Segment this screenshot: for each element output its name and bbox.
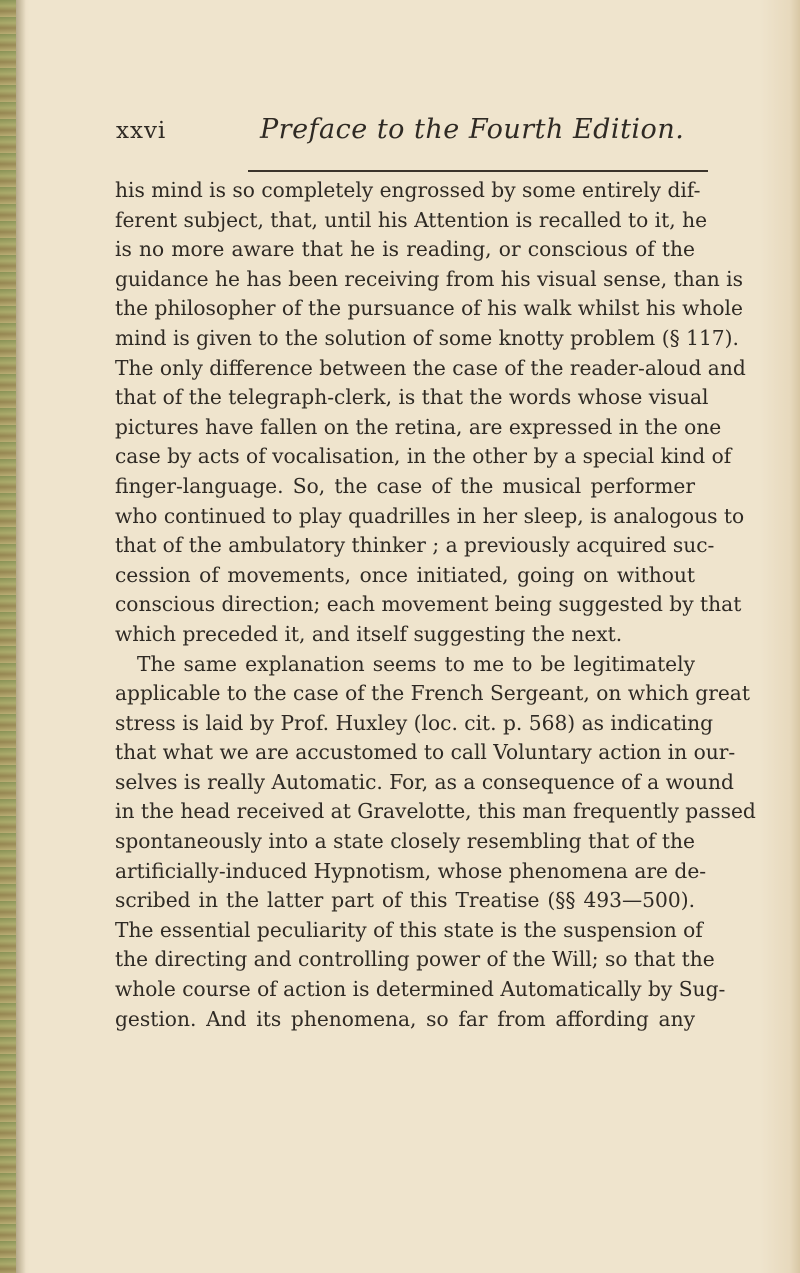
binding-shadow (16, 0, 26, 1273)
text-line: The essential peculiarity of this state is the suspension of (115, 917, 703, 942)
text-line: whole course of action is determined Automatically by Sug- (115, 977, 726, 1002)
text-line: who continued to play quadrilles in her sleep, is analogous to (115, 503, 745, 528)
body-text (115, 176, 756, 1034)
text-line: conscious direction; each movement being suggested by that (115, 592, 742, 617)
text-line: case by acts of vocalisation, in the other by a special kind of (115, 444, 732, 469)
page-binding-edge (0, 0, 16, 1273)
text-line: selves is really Automatic. For, as a consequence of a wound (115, 769, 734, 794)
text-line: cession of movements, once initiated, going on without (115, 562, 695, 587)
text-line: The only difference between the case of the reader-aloud and (115, 355, 746, 380)
text-line: artificially-induced Hypnotism, whose phenomena are de- (115, 858, 707, 883)
text-line: in the head received at Gravelotte, this man frequently passed (115, 799, 756, 824)
text-line: spontaneously into a state closely resembling that of the (115, 829, 695, 854)
text-line: gestion. And its phenomena, so far from affording any (115, 1006, 695, 1031)
text-line: ferent subject, that, until his Attention is recalled to it, he (115, 207, 708, 232)
text-line: guidance he has been receiving from his visual sense, than is (115, 266, 743, 291)
text-line: scribed in the latter part of this Treatise (§§ 493—500). (115, 888, 695, 913)
text-line: The same explanation seems to me to be legitimately (137, 651, 695, 676)
text-line: applicable to the case of the French Sergeant, on which great (115, 681, 750, 706)
page-header (116, 112, 696, 156)
running-title: Preface to the Fourth Edition. (260, 114, 685, 145)
text-line: that of the ambulatory thinker ; a previously acquired suc- (115, 533, 715, 558)
text-line: mind is given to the solution of some knotty problem (§ 117). (115, 325, 739, 350)
text-line: which preceded it, and itself suggesting the next. (115, 621, 623, 646)
text-line: that of the telegraph-clerk, is that the words whose visual (115, 385, 709, 410)
text-line: pictures have fallen on the retina, are expressed in the one (115, 414, 722, 439)
text-line: the directing and controlling power of the Will; so that the (115, 947, 715, 972)
text-line: that what we are accustomed to call Voluntary action in our- (115, 740, 736, 765)
page-number: xxvi (116, 118, 167, 144)
text-line: stress is laid by Prof. Huxley (loc. cit. p. 568) as indicating (115, 710, 714, 735)
header-rule (248, 170, 708, 172)
text-line: is no more aware that he is reading, or conscious of the (115, 237, 695, 262)
text-line: the philosopher of the pursuance of his walk whilst his whole (115, 296, 743, 321)
text-line: his mind is so completely engrossed by some entirely dif- (115, 178, 701, 202)
text-line: finger-language. So, the case of the musical performer (115, 473, 695, 498)
